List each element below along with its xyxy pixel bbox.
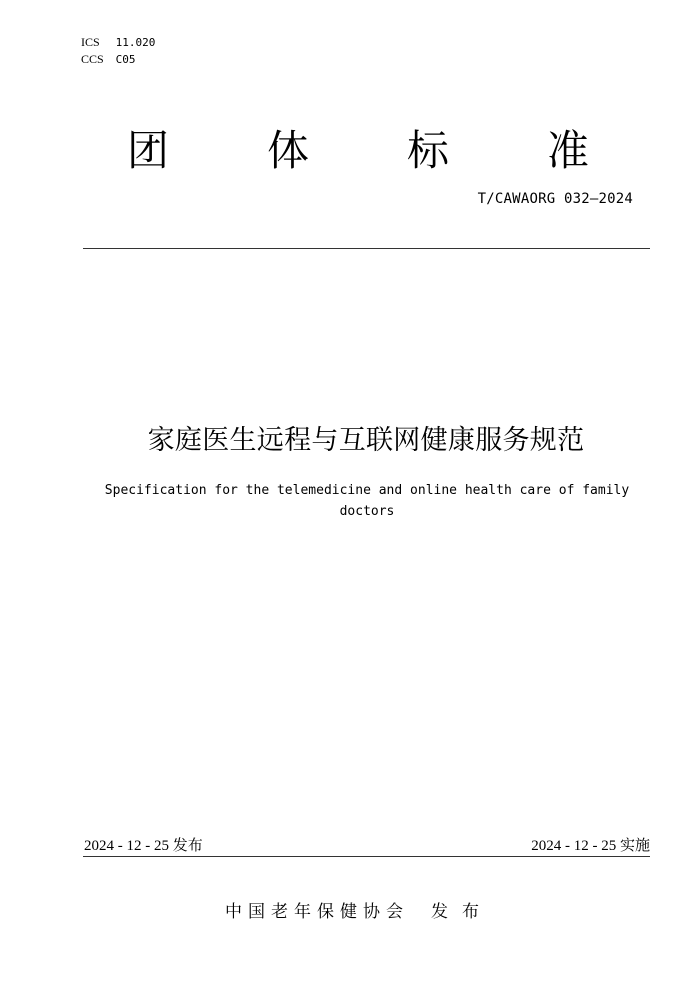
ccs-label: CCS <box>81 52 104 66</box>
bottom-divider <box>83 856 650 857</box>
issue-date: 2024 - 12 - 25 发布 <box>84 838 203 854</box>
issuing-organization: 中国老年保健协会 <box>225 902 409 922</box>
ics-value: 11.020 <box>115 36 156 49</box>
english-title-line: doctors <box>339 504 395 519</box>
title-char: 体 <box>266 126 309 175</box>
publish-label: 发布 <box>431 902 493 922</box>
document-title-english <box>84 480 650 522</box>
standard-type-title <box>118 118 598 178</box>
title-char: 团 <box>126 126 169 175</box>
standard-number: T/CAWAORG 032—2024 <box>477 191 633 207</box>
issuer-line <box>225 897 493 922</box>
classification-codes <box>81 34 155 68</box>
ccs-line <box>81 51 155 68</box>
ccs-value: C05 <box>115 53 136 66</box>
implementation-date: 2024 - 12 - 25 实施 <box>531 838 650 854</box>
ics-line <box>81 34 155 51</box>
title-char: 准 <box>546 126 589 175</box>
document-title-chinese: 家庭医生远程与互联网健康服务规范 <box>147 425 585 456</box>
top-divider <box>83 248 650 249</box>
title-char: 标 <box>406 126 449 175</box>
english-title-line: Specification for the telemedicine and online health care of family <box>104 483 630 498</box>
ics-label: ICS <box>81 35 100 49</box>
